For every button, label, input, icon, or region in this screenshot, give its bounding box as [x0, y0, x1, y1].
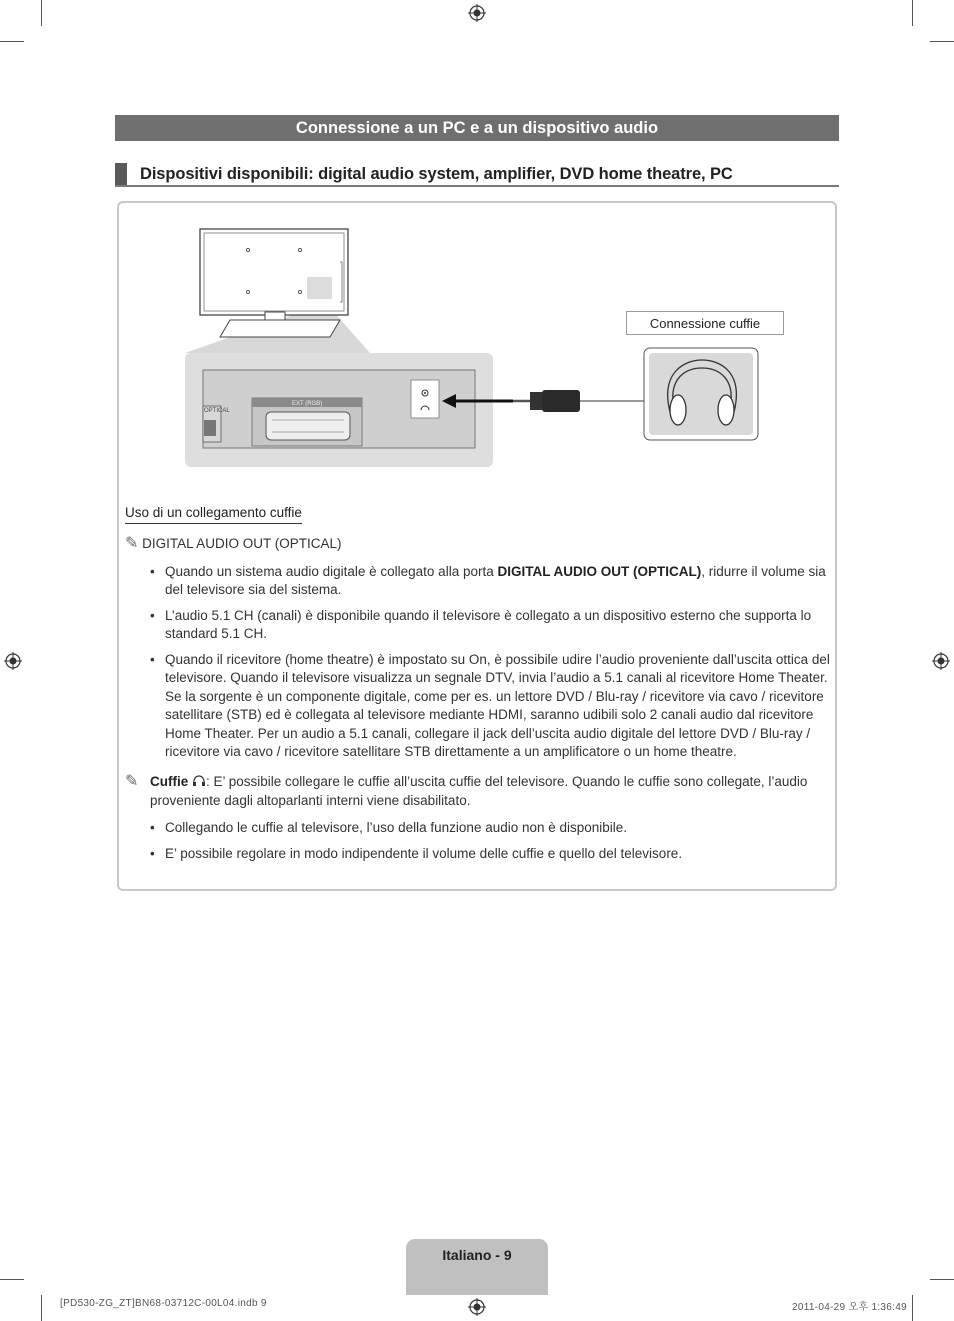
list-item	[150, 819, 815, 838]
headphone-symbol-icon	[192, 775, 206, 787]
tv-icon	[200, 229, 348, 337]
list-item-text: , ridurre il volume sia del televisore sia del sistema.	[165, 563, 826, 597]
list-item-text: Collegando le cuffie al televisore, l’uso della funzione audio non è disponibile.	[165, 820, 628, 835]
port-ext-label: EXT (RGB)	[292, 401, 323, 407]
note-headphones-body: : E’ possibile collegare le cuffie all’uscita cuffie del televisore. Quando le cuffie sono collegate, l’audio proveniente dagli altoparlanti interni viene disabilitato.	[150, 774, 808, 808]
list-item-bold: DIGITAL AUDIO OUT (OPTICAL)	[497, 563, 702, 579]
audio-jack-icon	[513, 390, 646, 412]
note-digital-audio	[125, 535, 835, 769]
registration-mark-icon	[468, 4, 486, 22]
section-title-text: Connessione a un PC e a un dispositivo audio	[295, 118, 659, 137]
note-digital-audio-title: DIGITAL AUDIO OUT (OPTICAL)	[142, 536, 342, 551]
list-item-text: Quando il ricevitore (home theatre) è impostato su On, è possibile udire l’audio proveniente dall’uscita ottica del televisore. Quando il televisore visualizza un segnale DTV, invia l’audio a 5.1 canali al ricevitore Home Theater. Se la sorgente è un componente digitale, come per es. un lettore DVD / Blu-ray / ricevitore via cavo / ricevitore satellitare (STB) ed è collegata al televisore mediante HDMI, saranno udibili solo 2 canali audio dal ricevitore Home Theater. Per un audio a 5.1 canali, collegare il jack dell’uscita audio digitale del lettore DVD / Blu-ray / ricevitore via cavo / ricevitore satellitare STB direttamente a un amplificatore o un home theatre.	[165, 651, 830, 759]
page-number-tab	[406, 1239, 548, 1295]
crop-mark	[0, 41, 24, 42]
crop-mark	[41, 1295, 42, 1321]
registration-mark-icon	[468, 1298, 486, 1316]
list-item-text: E’ possibile regolare in modo indipendente il volume delle cuffie e quello del televisore.	[165, 845, 683, 861]
note-headphones-bold: Cuffie	[150, 774, 189, 789]
subheading-text: Dispositivi disponibili: digital audio system, amplifier, DVD home theatre, PC	[140, 164, 733, 183]
print-timestamp: 2011-04-29 오후 1:36:49	[792, 1302, 907, 1313]
registration-mark-icon	[932, 652, 950, 670]
subheading-marker	[115, 163, 127, 185]
note-pencil-icon: ✎	[125, 535, 139, 552]
page-number: Italiano - 9	[442, 1247, 512, 1263]
note-digital-audio-list	[150, 563, 835, 762]
connection-diagram	[180, 222, 800, 472]
list-item	[150, 607, 835, 644]
note-digital-audio-title-row	[125, 535, 835, 554]
crop-mark	[930, 1279, 954, 1280]
list-item	[150, 563, 835, 600]
crop-mark	[930, 41, 954, 42]
list-item	[150, 845, 815, 864]
file-info: [PD530-ZG_ZT]BN68-03712C-00L04.indb 9	[60, 1298, 267, 1309]
list-item-text: Quando un sistema audio digitale è collegato alla porta	[165, 563, 498, 579]
crop-mark	[912, 1295, 913, 1321]
section-title	[115, 115, 839, 141]
note-pencil-icon: ✎	[125, 773, 139, 790]
port-optical-label: OPTICAL	[204, 408, 230, 414]
note-headphones	[125, 773, 815, 870]
list-item-text: L’audio 5.1 CH (canali) è disponibile quando il televisore è collegato a un dispositivo esterno che supporta lo standard 5.1 CH.	[165, 607, 812, 641]
crop-mark	[41, 0, 42, 26]
list-item	[150, 651, 835, 762]
note-headphones-list	[150, 819, 815, 863]
crop-mark	[0, 1279, 24, 1280]
connection-label-text: Connessione cuffie	[649, 315, 761, 331]
connection-label	[626, 311, 784, 335]
registration-mark-icon	[4, 652, 22, 670]
subheading	[115, 163, 839, 187]
note-headphones-text	[125, 773, 815, 810]
crop-mark	[912, 0, 913, 26]
usage-heading: Uso di un collegamento cuffie	[125, 505, 302, 524]
